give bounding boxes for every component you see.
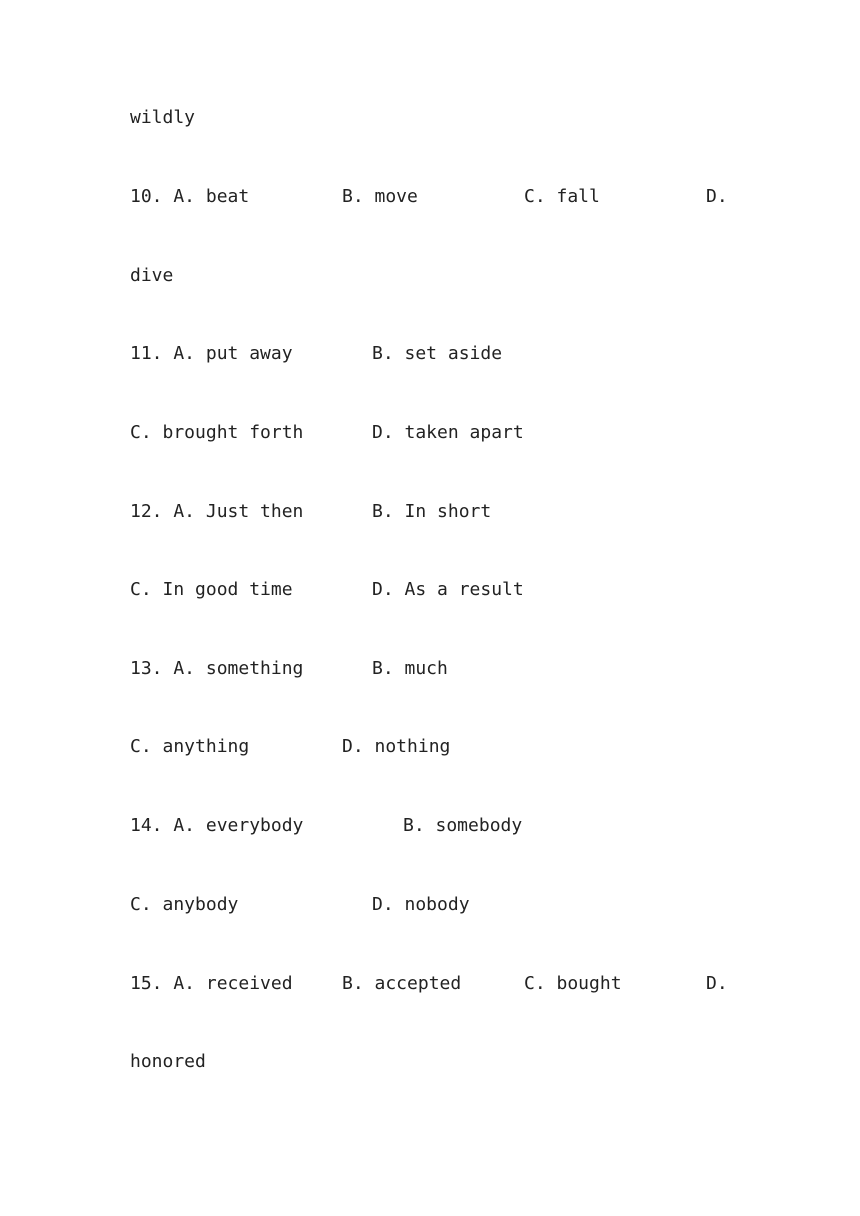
question-15-line <box>0 970 860 998</box>
option-b: B. somebody <box>403 815 523 836</box>
option-a: 11. A. put away <box>130 343 293 364</box>
option-c: C. fall <box>524 186 600 207</box>
question-13-line <box>0 655 860 683</box>
option-d: D. nobody <box>372 894 470 915</box>
question-12-line-2 <box>0 576 860 604</box>
option-a: 14. A. everybody <box>130 815 304 836</box>
option-a: 12. A. Just then <box>130 501 304 522</box>
option-a: 15. A. received <box>130 973 293 994</box>
question-13-line-2 <box>0 733 860 761</box>
question-14-line <box>0 812 860 840</box>
text-line <box>0 262 860 290</box>
question-12-line <box>0 498 860 526</box>
question-10-line <box>0 183 860 211</box>
option-b: B. accepted <box>342 973 462 994</box>
option-c: C. In good time <box>130 579 293 600</box>
option-a: 10. A. beat <box>130 186 250 207</box>
option-c: C. brought forth <box>130 422 304 443</box>
question-11-line <box>0 340 860 368</box>
option-d: D. taken apart <box>372 422 524 443</box>
option-d: D. <box>706 186 728 207</box>
option-text: dive <box>130 265 174 286</box>
option-text: wildly <box>130 107 196 128</box>
question-14-line-2 <box>0 891 860 919</box>
option-d: D. <box>706 973 728 994</box>
option-b: B. In short <box>372 501 492 522</box>
option-d: D. As a result <box>372 579 524 600</box>
text-line <box>0 104 860 132</box>
option-d: D. nothing <box>342 736 451 757</box>
option-b: B. move <box>342 186 418 207</box>
option-c: C. bought <box>524 973 622 994</box>
option-c: C. anybody <box>130 894 239 915</box>
option-text: honored <box>130 1051 206 1072</box>
text-line <box>0 1048 860 1076</box>
question-11-line-2 <box>0 419 860 447</box>
option-b: B. much <box>372 658 448 679</box>
option-b: B. set aside <box>372 343 503 364</box>
option-a: 13. A. something <box>130 658 304 679</box>
option-c: C. anything <box>130 736 250 757</box>
